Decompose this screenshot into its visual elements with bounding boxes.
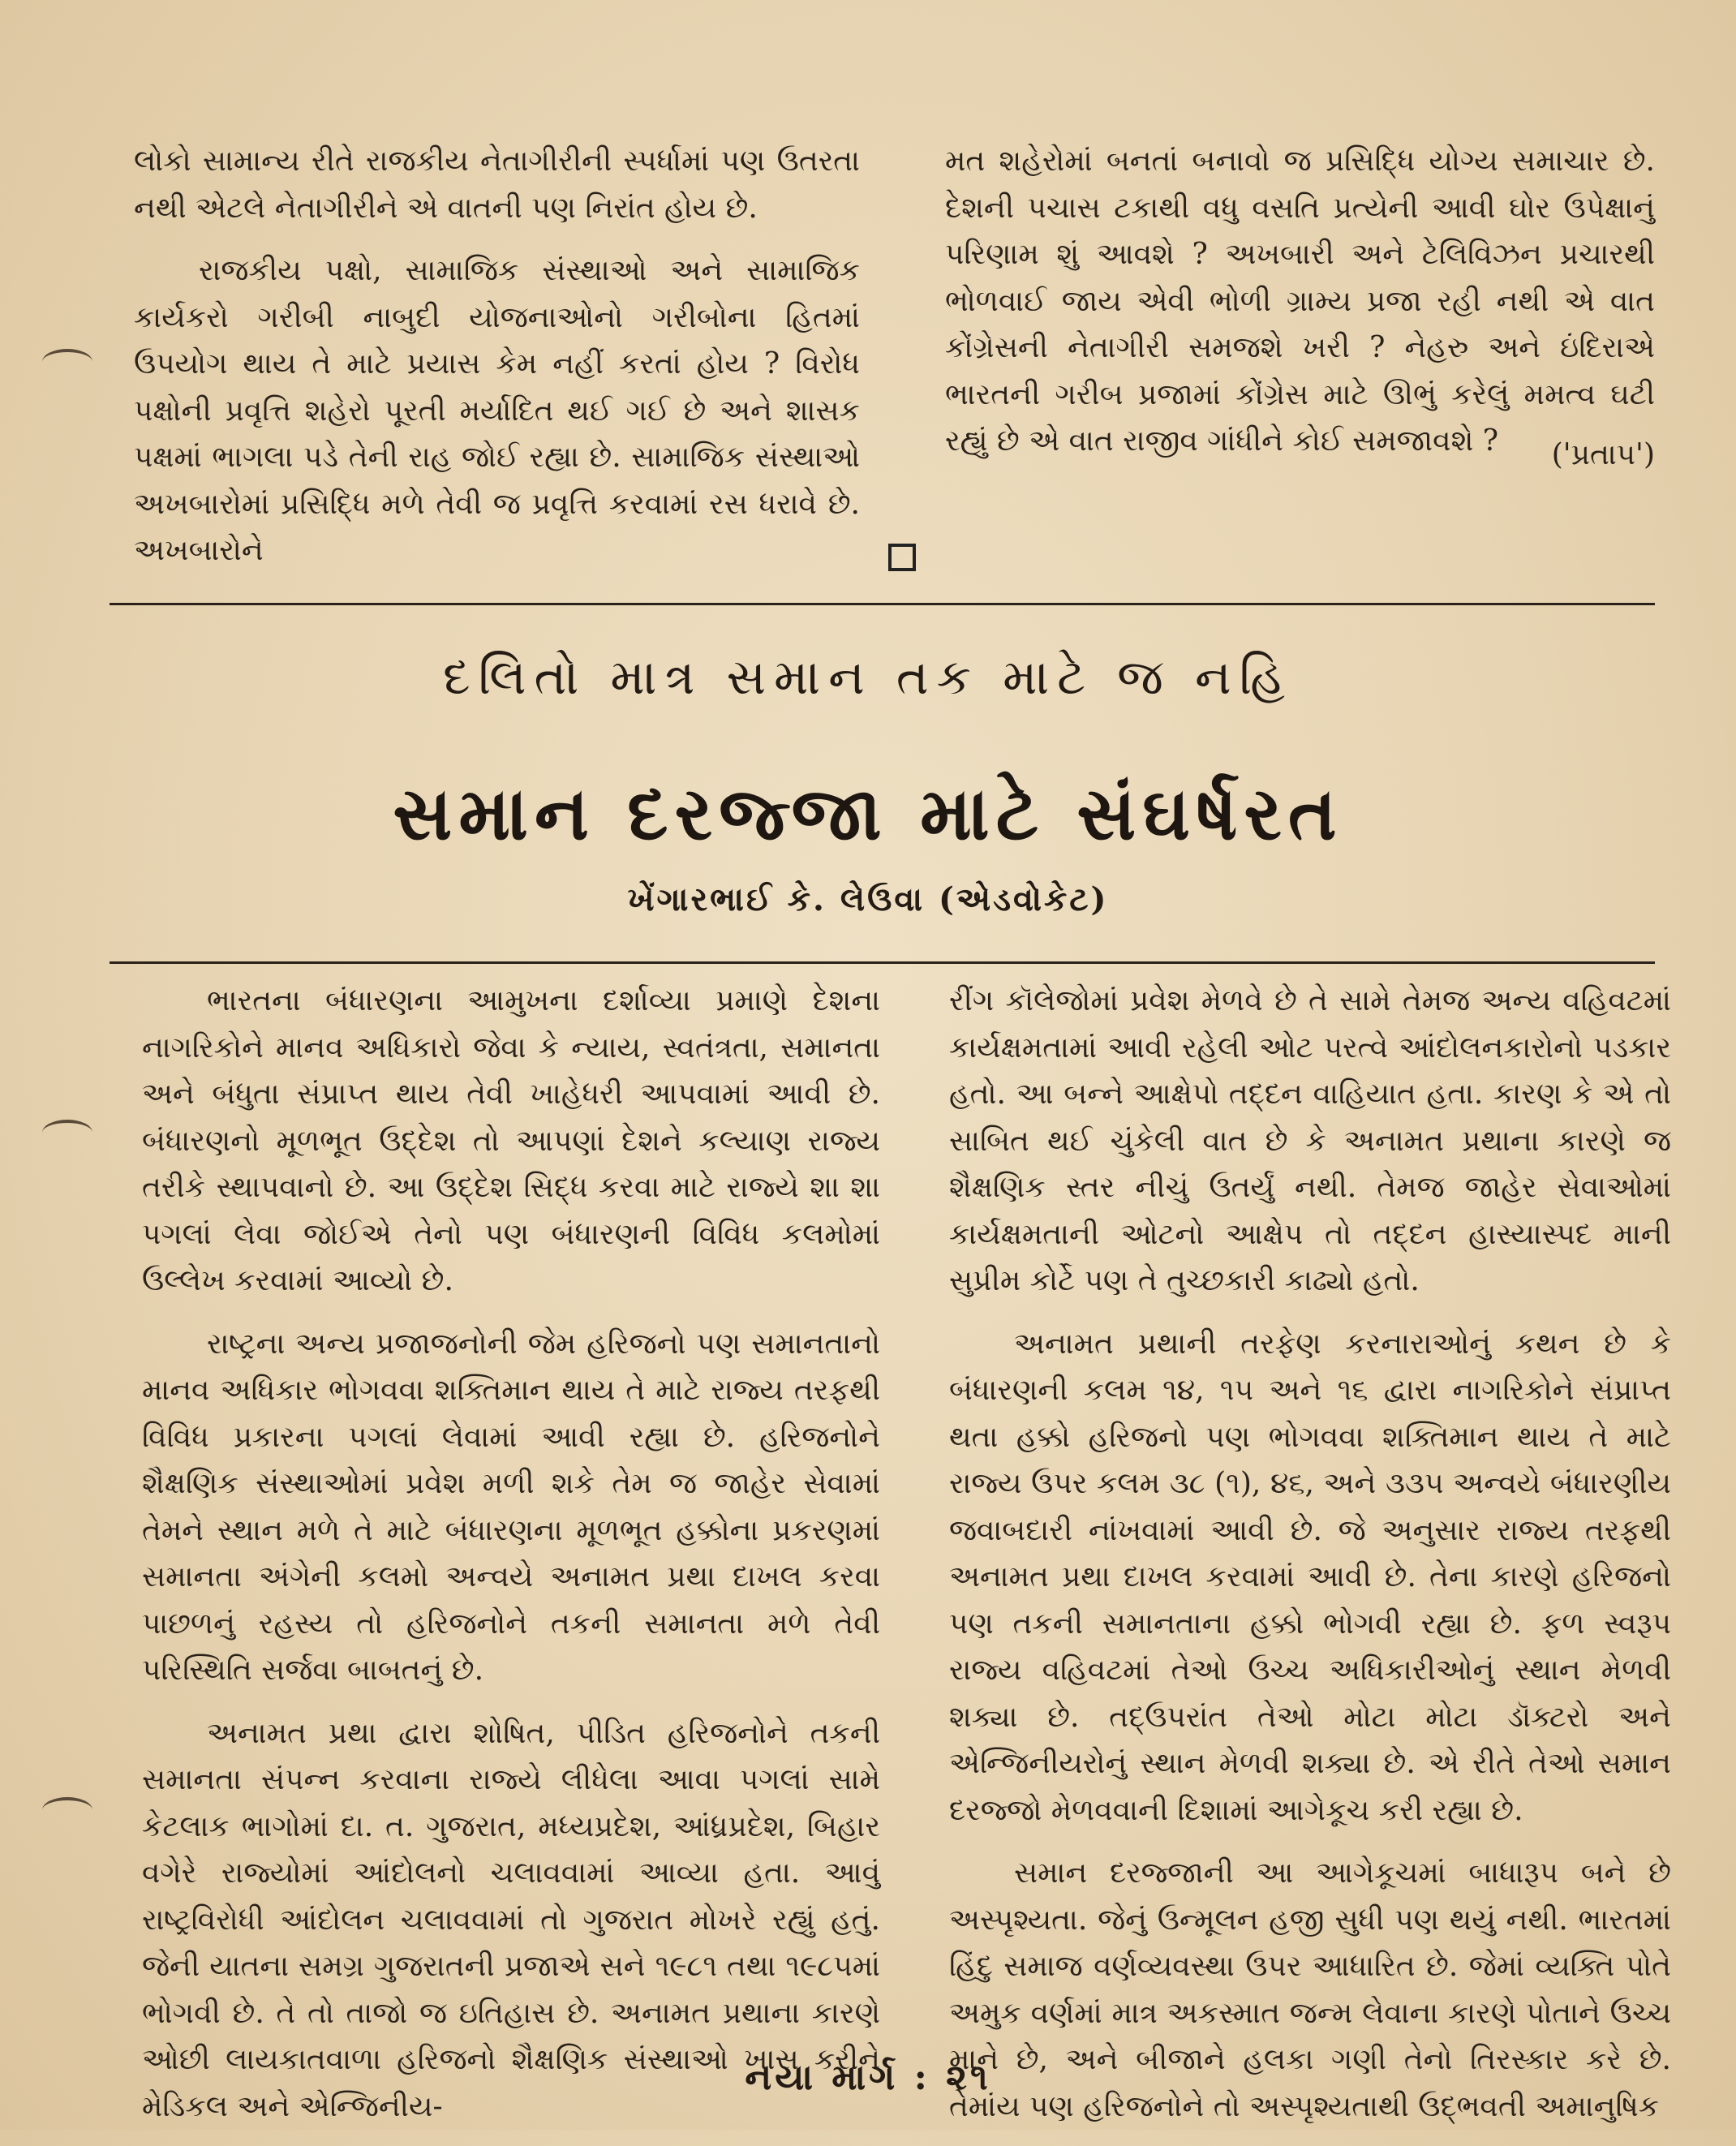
paragraph: રાષ્ટ્રના અન્ય પ્રજાજનોની જેમ હરિજનો પણ સમાનતાનો માનવ અધિકાર ભોગવવા શક્તિમાન થાય તે માટે રાજ્ય તરફથી વિવિધ પ્રકારના પગલાં લેવામાં આવી રહ્યા છે. હરિજનોને શૈક્ષણિક સંસ્થાઓમાં પ્રવેશ મળી શકે તેમ જ જાહેર સેવામાં તેમને સ્થાન મળે તે માટે બંધારણના મૂળભૂત હક્કોના પ્રકરણમાં સમાનતા અંગેની કલમો અન્વયે અનામત પ્રથા દાખલ કરવા પાછળનું રહસ્ય તો હરિજનોને તકની સમાનતા મળે તેવી પરિસ્થિતિ સર્જવા બાબતનું છે. <box>142 1327 880 1687</box>
divider-rule <box>110 961 1655 964</box>
paragraph: રીંગ કૉલેજોમાં પ્રવેશ મેળવે છે તે સામે તેમજ અન્ય વહિવટમાં કાર્યક્ષમતામાં આવી રહેલી ઓટ પરત્વે આંદોલનકારોનો પડકાર હતો. આ બન્ને આક્ષેપો તદ્દન વાહિયાત હતા. કારણ કે એ તો સાબિત થઈ ચુંકેલી વાત છે કે અનામત પ્રથાના કારણે જ શૈક્ષણિક સ્તર નીચું ઉતર્યું નથી. તેમજ જાહેર સેવાઓમાં કાર્યક્ષમતાની ઓટનો આક્ષેપ તો તદ્દન હાસ્યાસ્પદ માની સુપ્રીમ કોર્ટે પણ તે તુચ્છકારી કાઢ્યો હતો. <box>949 984 1671 1297</box>
paragraph: સમાન દરજ્જાની આ આગેકૂચમાં બાધારૂપ બને છે અસ્પૃશ્યતા. જેનું ઉન્મૂલન હજી સુધી પણ થયું નથી. ભારતમાં હિંદુ સમાજ વર્ણવ્યવસ્થા ઉપર આધારિત છે. જેમાં વ્યક્તિ પોતે અમુક વર્ણમાં માત્ર અકસ્માત જન્મ લેવાના કારણે પોતાને ઉચ્ચ માને છે, અને બીજાને હલકા ગણી તેનો તિરસ્કાર કરે છે. તેમાંય પણ હરિજનોને તો અસ્પૃશ્યતાથી ઉદ્ભવતી અમાનુષિક <box>949 1856 1671 2123</box>
article-kicker: દલિતો માત્ર સમાન તક માટે જ નહિ <box>443 649 1293 706</box>
paper-tear-mark <box>42 349 92 375</box>
article-right-column <box>949 978 1671 2146</box>
article-byline: ખેંગારભાઈ કે. લેઉવા (એડવોકેટ) <box>627 880 1109 918</box>
page-footer: નયા માર્ગ : ૨૧ <box>745 2057 991 2098</box>
paragraph: અનામત પ્રથા દ્વારા શોષિત, પીડિત હરિજનોને તકની સમાનતા સંપન્ન કરવાના રાજ્યે લીધેલા આવા પગલાં સામે કેટલાક ભાગોમાં દા. ત. ગુજરાત, મધ્યપ્રદેશ, આંધ્રપ્રદેશ, બિહાર વગેરે રાજ્યોમાં આંદોલનો ચલાવવામાં આવ્યા હતા. આવું રાષ્ટ્રવિરોધી આંદોલન ચલાવવામાં તો ગુજરાત મોખરે રહ્યું હતું. જેની યાતના સમગ્ર ગુજરાતની પ્રજાએ સને ૧૯૮૧ તથા ૧૯૮૫માં ભોગવી છે. તે તો તાજો જ ઇતિહાસ છે. અનામત પ્રથાના કારણે ઓછી લાયકાતવાળા હરિજનો શૈક્ષણિક સંસ્થાઓ ખાસ કરીને મેડિકલ અને એન્જિનીય- <box>142 1716 880 2123</box>
paragraph: રાજકીય પક્ષો, સામાજિક સંસ્થાઓ અને સામાજિક કાર્યકરો ગરીબી નાબુદી યોજનાઓનો ગરીબોના હિતમાં ઉપયોગ થાય તે માટે પ્રયાસ કેમ નહીં કરતાં હોય ? વિરોધ પક્ષોની પ્રવૃત્તિ શહેરો પૂરતી મર્યાદિત થઈ ગઈ છે અને શાસક પક્ષમાં ભાગલા પડે તેની રાહ જોઈ રહ્યા છે. સામાજિક સંસ્થાઓ અખબારોમાં પ્રસિદ્ધિ મળે તેવી જ પ્રવૃત્તિ કરવામાં રસ ધરાવે છે. અખબારોને <box>134 254 860 567</box>
source-credit: ('પ્રતાપ') <box>1551 438 1655 471</box>
paragraph: લોકો સામાન્ય રીતે રાજકીય નેતાગીરીની સ્પર્ધામાં પણ ઉતરતા નથી એટલે નેતાગીરીને એ વાતની પણ નિરાંત હોય છે. <box>134 144 860 225</box>
paragraph: અનામત પ્રથાની તરફેણ કરનારાઓનું કથન છે કે બંધારણની કલમ ૧૪, ૧૫ અને ૧૬ દ્વારા નાગરિકોને સંપ્રાપ્ત થતા હક્કો હરિજનો પણ ભોગવવા શક્તિમાન થાય તે માટે રાજ્ય ઉપર કલમ ૩૮ (૧), ૪૬, અને ૩૩૫ અન્વયે બંધારણીય જવાબદારી નાંખવામાં આવી છે. જે અનુસાર રાજ્ય તરફથી અનામત પ્રથા દાખલ કરવામાં આવી છે. તેના કારણે હરિજનો પણ તકની સમાનતાના હક્કો ભોગવી રહ્યા છે. ફળ સ્વરૂપ રાજ્ય વહિવટમાં તેઓ ઉચ્ચ અધિકારીઓનું સ્થાન મેળવી શક્યા છે. તદ્ઉપરાંત તેઓ મોટા મોટા ડૉક્ટરો અને એન્જિનીયરોનું સ્થાન મેળવી શક્યા છે. એ રીતે તેઓ સમાન દરજ્જો મેળવવાની દિશામાં આગેકૂચ કરી રહ્યા છે. <box>949 1327 1671 1827</box>
article-left-column <box>142 978 880 2146</box>
paragraph: ભારતના બંધારણના આમુખના દર્શાવ્યા પ્રમાણે દેશના નાગરિકોને માનવ અધિકારો જેવા કે ન્યાય, સ્વતંત્રતા, સમાનતા અને બંધુતા સંપ્રાપ્ત થાય તેવી ખાહેધરી આપવામાં આવી છે. બંધારણનો મૂળભૂત ઉદ્દેશ તો આપણાં દેશને કલ્યાણ રાજ્ય તરીકે સ્થાપવાનો છે. આ ઉદ્દેશ સિદ્ધ કરવા માટે રાજ્યે શા શા પગલાં લેવા જોઈએ તેનો પણ બંધારણની વિવિધ કલમોમાં ઉલ્લેખ કરવામાં આવ્યો છે. <box>142 984 880 1297</box>
paragraph: મત શહેરોમાં બનતાં બનાવો જ પ્રસિદ્ધિ યોગ્ય સમાચાર છે. દેશની પચાસ ટકાથી વધુ વસતિ પ્રત્યેની આવી ઘોર ઉપેક્ષાનું પરિણામ શું આવશે ? અખબારી અને ટેલિવિઝન પ્રચારથી ભોળવાઈ જાય એવી ભોળી ગ્રામ્ય પ્રજા રહી નથી એ વાત કોંગ્રેસની નેતાગીરી સમજશે ખરી ? નેહરુ અને ઇંદિરાએ ભારતની ગરીબ પ્રજામાં કોંગ્રેસ માટે ઊભું કરેલું મમત્વ ઘટી રહ્યું છે એ વાત રાજીવ ગાંધીને કોઈ સમજાવશે ? <box>945 144 1655 458</box>
paper-tear-mark <box>42 1120 92 1146</box>
article-headline: સમાન દરજ્જા માટે સંઘર્ષરત <box>393 771 1343 857</box>
continued-text-left-column <box>134 138 860 591</box>
continued-text-right-column <box>945 138 1655 481</box>
divider-rule <box>110 603 1655 605</box>
paper-tear-mark <box>42 1797 92 1823</box>
end-mark-square-icon <box>888 544 916 571</box>
